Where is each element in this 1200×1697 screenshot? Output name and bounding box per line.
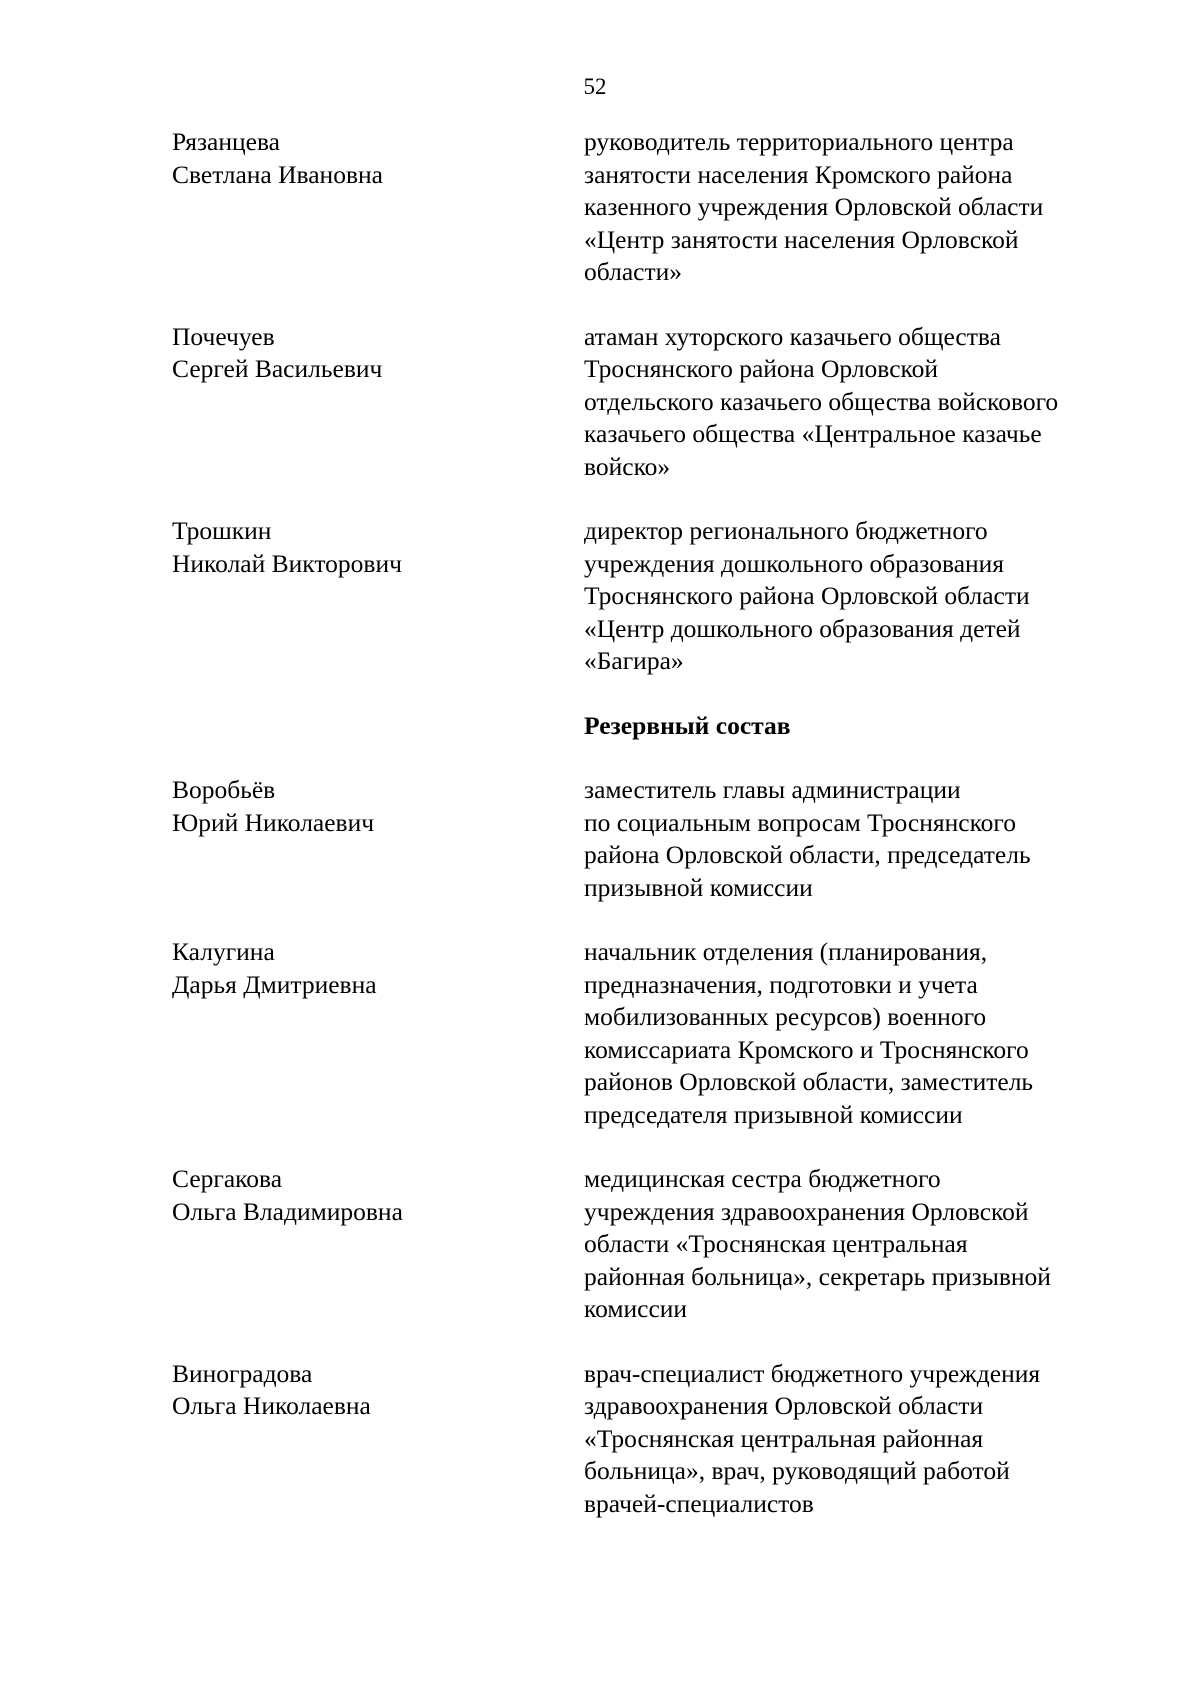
member-given-names: Светлана Ивановна (172, 159, 383, 189)
member-name (172, 321, 584, 484)
member-name (172, 774, 584, 904)
member-name (172, 515, 584, 678)
member-given-names: Юрий Николаевич (172, 807, 375, 837)
reserve-member-entry (172, 936, 1132, 1131)
member-surname: Виноградова (172, 1358, 313, 1388)
member-role: медицинская сестра бюджетного учреждения здравоохранения Орловской области «Троснянская центральная районная больница», секретарь призывной комиссии (584, 1164, 1051, 1323)
member-entry (172, 515, 1132, 678)
reserve-member-entry (172, 1163, 1132, 1326)
member-surname: Сергакова (172, 1164, 283, 1193)
member-role: заместитель главы администрации по социальным вопросам Троснянского района Орловской области, председатель призывной комиссии (584, 775, 1031, 902)
member-list (172, 126, 1132, 1520)
member-role: директор регионального бюджетного учреждения дошкольного образования Троснянского района Орловской области «Центр дошкольного образования детей «Багира» (584, 516, 1030, 675)
reserve-member-entry (172, 774, 1132, 904)
member-surname: Воробьёв (172, 775, 276, 804)
member-surname: Рязанцева (172, 127, 280, 156)
member-surname: Калугина (172, 937, 275, 966)
member-name (172, 1163, 584, 1326)
member-role: врач-специалист бюджетного учреждения здравоохранения Орловской области «Троснянская центральная районная больница», врач, руководящий работой врачей-специалистов (584, 1358, 1041, 1518)
member-role: атаман хуторского казачьего общества Троснянского района Орловской отдельского казачьего общества войскового казачьего общества «Центральное казачье войско» (584, 321, 1059, 481)
member-given-names: Сергей Васильевич (172, 354, 383, 383)
member-name (172, 126, 584, 289)
member-given-names: Николай Викторович (172, 548, 402, 578)
member-name (172, 936, 584, 1131)
member-surname: Трошкин (172, 516, 272, 545)
member-given-names: Ольга Николаевна (172, 1391, 371, 1420)
member-given-names: Дарья Дмитриевна (172, 969, 377, 999)
member-entry (172, 321, 1132, 484)
member-given-names: Ольга Владимировна (172, 1196, 403, 1226)
member-name (172, 1358, 584, 1521)
member-role: начальник отделения (планирования, предназначения, подготовки и учета мобилизованных ресурсов) военного комиссариата Кромского и Троснянского районов Орловской области, заместитель председателя призывной комиссии (584, 937, 1034, 1129)
member-role: руководитель территориального центра занятости населения Кромского района казенного учреждения Орловской области «Центр занятости населения Орловской области» (584, 127, 1044, 286)
reserve-member-entry (172, 1358, 1132, 1521)
page-number: 52 (583, 74, 607, 99)
member-surname: Почечуев (172, 321, 275, 351)
member-entry (172, 126, 1132, 289)
reserve-section-heading: Резервный состав (584, 710, 791, 740)
